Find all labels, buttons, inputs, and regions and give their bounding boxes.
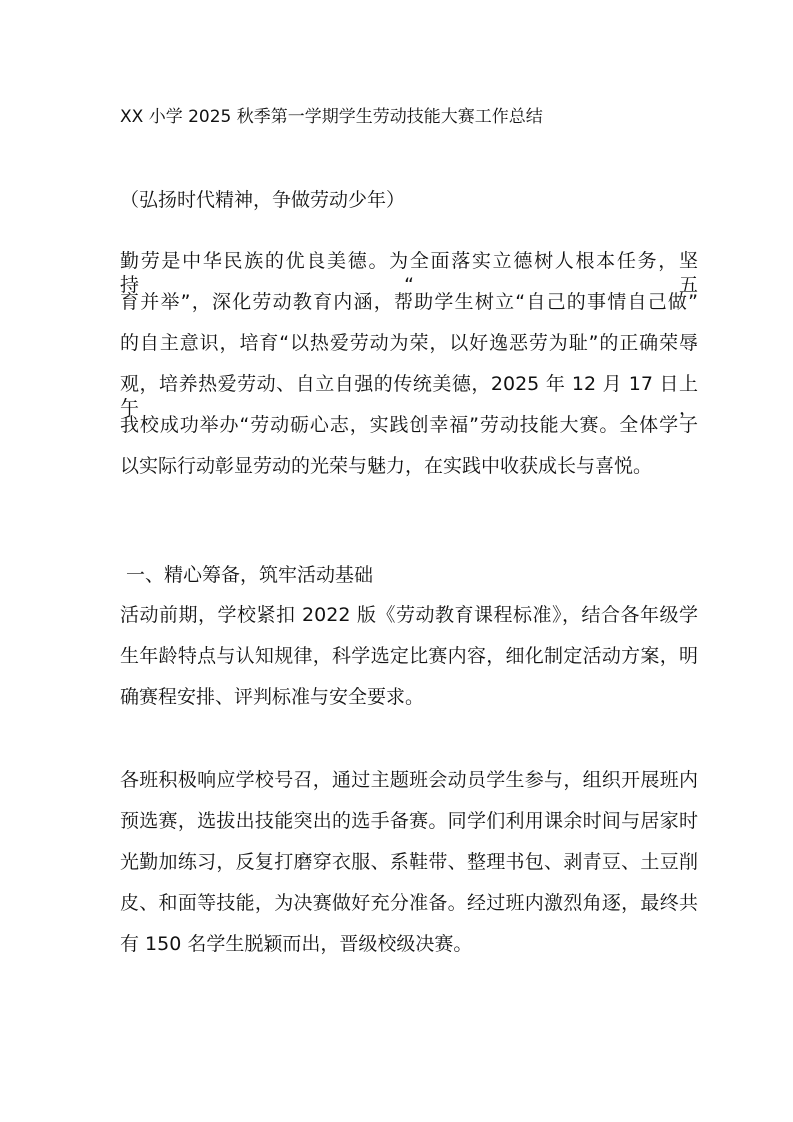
- text-line: 有 150 名学生脱颖而出，晋级校级决赛。: [120, 933, 473, 955]
- text-line: 观，培养热爱劳动、自立自强的传统美德，2025 年 12 月 17 日上午，: [120, 373, 698, 419]
- text-line: 预选赛，选拔出技能突出的选手备赛。同学们利用课余时间与居家时: [120, 810, 698, 832]
- text-line: 的自主意识，培育“以热爱劳动为荣，以好逸恶劳为耻”的正确荣辱: [120, 332, 698, 354]
- text-line: 确赛程安排、评判标准与安全要求。: [120, 686, 425, 708]
- text-line: 育并举”，深化劳动教育内涵，帮助学生树立“自己的事情自己做”: [120, 291, 698, 313]
- text-line: 勤劳是中华民族的优良美德。为全面落实立德树人根本任务，坚持“五: [120, 250, 698, 296]
- document-subtitle: （弘扬时代精神，争做劳动少年）: [120, 189, 406, 211]
- document-title: XX 小学 2025 秋季第一学期学生劳动技能大赛工作总结: [120, 107, 543, 127]
- text-line: 生年龄特点与认知规律，科学选定比赛内容，细化制定活动方案，明: [120, 645, 698, 667]
- section-heading: 一、精心筹备，筑牢活动基础: [120, 564, 374, 586]
- text-line: 光勤加练习，反复打磨穿衣服、系鞋带、整理书包、剥青豆、土豆削: [120, 851, 698, 873]
- text-line: 各班积极响应学校号召，通过主题班会动员学生参与，组织开展班内: [120, 769, 698, 791]
- text-line: 活动前期，学校紧扣 2022 版《劳动教育课程标准》，结合各年级学: [120, 604, 698, 626]
- text-line: 我校成功举办“劳动砺心志，实践创幸福”劳动技能大赛。全体学子: [120, 414, 698, 436]
- text-line: 以实际行动彰显劳动的光荣与魅力，在实践中收获成长与喜悦。: [120, 455, 653, 477]
- text-line: 皮、和面等技能，为决赛做好充分准备。经过班内激烈角逐，最终共: [120, 892, 698, 914]
